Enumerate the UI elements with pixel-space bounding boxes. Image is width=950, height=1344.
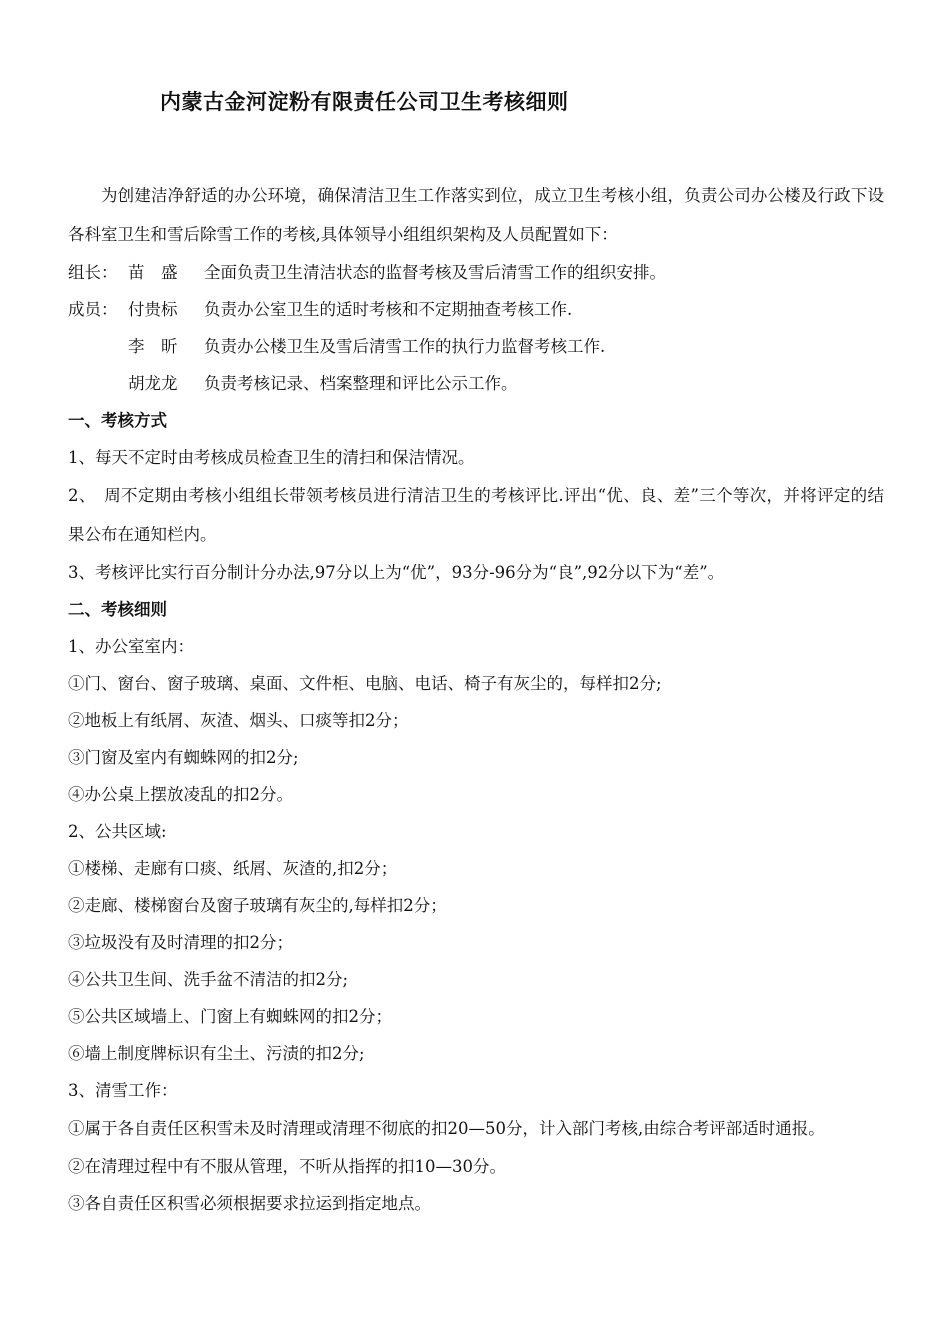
rule-item: ④公共卫生间、洗手盆不清洁的扣2分; [68, 970, 349, 989]
member-name: 付贵标 [128, 300, 178, 319]
member-duty: 负责考核记录、档案整理和评比公示工作。 [204, 374, 518, 393]
rule-item: ③垃圾没有及时清理的扣2分； [68, 933, 293, 952]
rule-item: ③各自责任区积雪必须根据要求拉运到指定地点。 [68, 1194, 431, 1213]
document-title: 内蒙古金河淀粉有限责任公司卫生考核细则 [160, 90, 569, 114]
section-heading: 一、考核方式 [68, 411, 167, 430]
member-duty: 全面负责卫生清洁状态的监督考核及雪后清雪工作的组织安排。 [204, 263, 666, 282]
member-row [68, 291, 884, 328]
member-row [68, 365, 884, 402]
rule-item: ②在清理过程中有不服从管理，不听从指挥的扣10—30分。 [68, 1157, 506, 1176]
member-name: 胡龙龙 [128, 374, 178, 393]
rule-item: ②地板上有纸屑、灰渣、烟头、口痰等扣2分； [68, 711, 409, 730]
document-body [68, 176, 884, 1222]
section-heading: 二、考核细则 [68, 600, 167, 619]
member-row [68, 328, 884, 365]
intro-paragraph: 为创建洁净舒适的办公环境，确保清洁卫生工作落实到位，成立卫生考核小组，负责公司办公楼及行政下设各科室卫生和雪后除雪工作的考核,具体领导小组组织架构及人员配置如下： [68, 186, 884, 244]
subsection-title: 2、公共区域: [68, 822, 167, 841]
member-duty: 负责办公室卫生的适时考核和不定期抽查考核工作. [204, 300, 573, 319]
member-name: 李 昕 [128, 337, 178, 356]
rule-item: ⑤公共区域墙上、门窗上有蜘蛛网的扣2分； [68, 1007, 392, 1026]
rule-item: ④办公桌上摆放凌乱的扣2分。 [68, 785, 293, 804]
rule-item: 3、考核评比实行百分制计分办法,97分以上为“优”，93分-96分为“良”,92分以下为“差”。 [68, 563, 725, 582]
member-duty: 负责办公楼卫生及雪后清雪工作的执行力监督考核工作. [204, 337, 606, 356]
subsection-title: 1、办公室室内： [68, 637, 194, 656]
member-role: 成员： [68, 300, 118, 319]
member-role: 组长： [68, 263, 118, 282]
rule-item: ①属于各自责任区积雪未及时清理或清理不彻底的扣20—50分，计入部门考核,由综合考评部适时通报。 [68, 1119, 825, 1138]
rule-item: ①门、窗台、窗子玻璃、桌面、文件柜、电脑、电话、椅子有灰尘的，每样扣2分; [68, 674, 662, 693]
rule-item: ②走廊、楼梯窗台及窗子玻璃有灰尘的,每样扣2分； [68, 896, 447, 915]
rule-item: ⑥墙上制度牌标识有尘土、污渍的扣2分; [68, 1044, 365, 1063]
member-name: 苗 盛 [128, 263, 178, 282]
rule-item: 1、每天不定时由考核成员检查卫生的清扫和保洁情况。 [68, 448, 475, 467]
rule-item: 2、 周不定期由考核小组组长带领考核员进行清洁卫生的考核评比.评出“优、良、差”三个等次，并将评定的结果公布在通知栏内。 [68, 486, 884, 544]
member-row [68, 254, 884, 291]
rule-item: ①楼梯、走廊有口痰、纸屑、灰渣的,扣2分； [68, 859, 398, 878]
subsection-title: 3、清雪工作： [68, 1081, 178, 1100]
member-list [68, 254, 884, 402]
rule-item: ③门窗及室内有蜘蛛网的扣2分; [68, 748, 299, 767]
